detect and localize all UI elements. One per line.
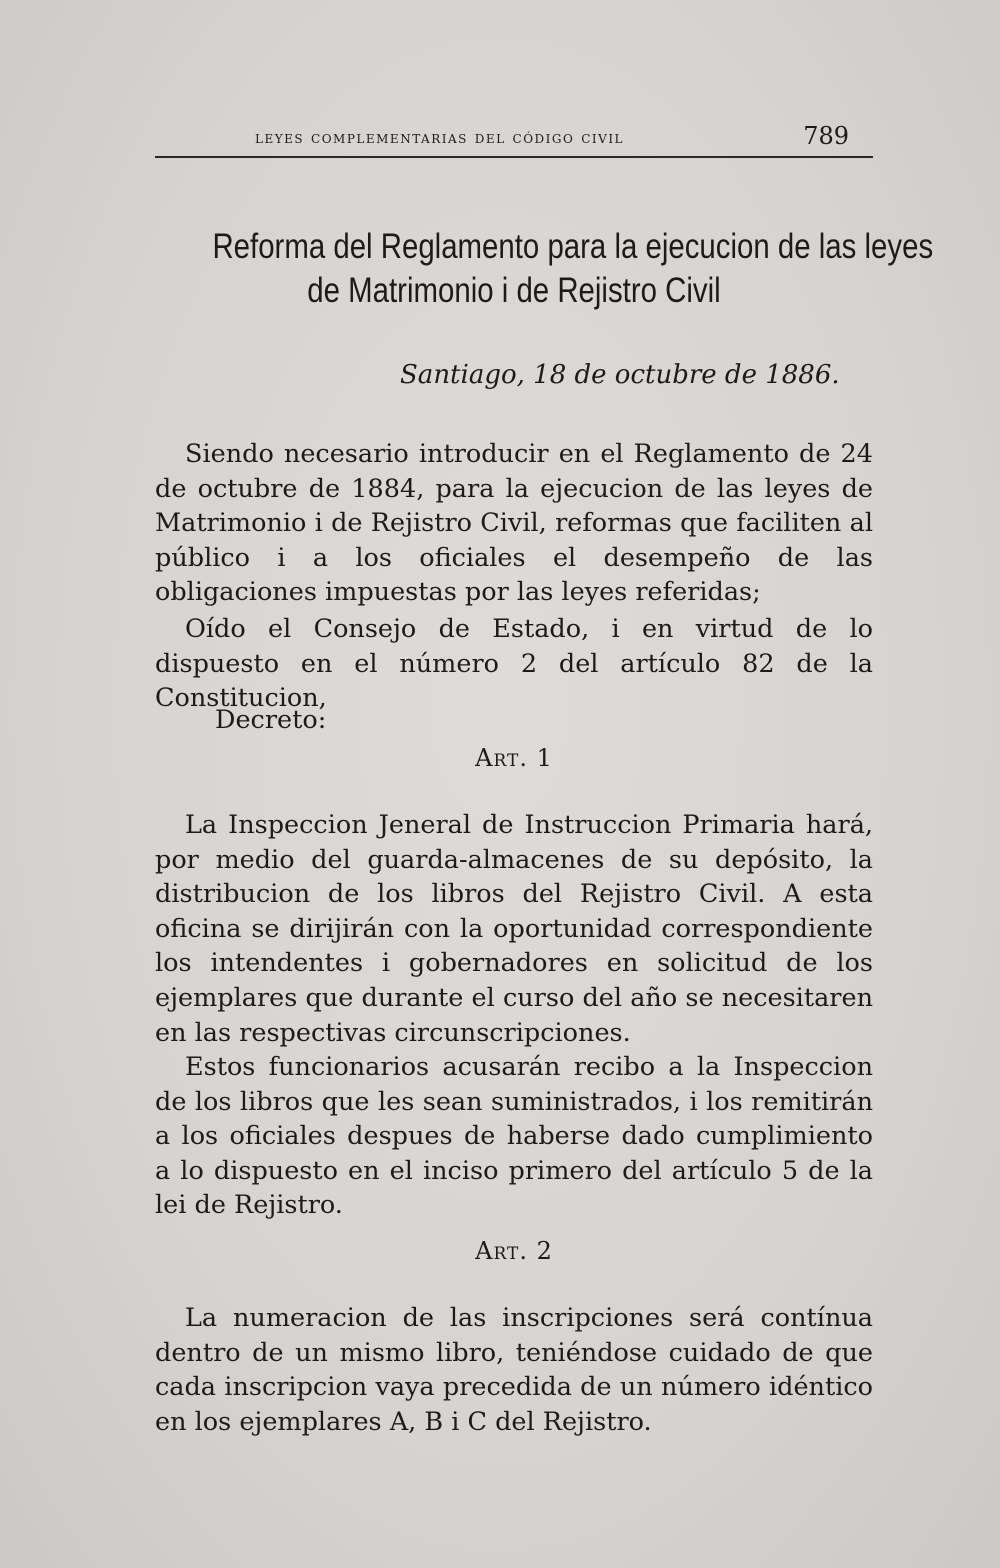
preamble-paragraph-2: Oído el Consejo de Estado, i en virtud de lo dispuesto en el número 2 del artículo 82 de la Constitucion, — [155, 614, 873, 714]
dateline: Santiago, 18 de octubre de 1886. — [400, 360, 840, 390]
page-number: 789 — [803, 122, 849, 150]
article-1-paragraph-2: Estos funcionarios acusarán recibo a la Inspeccion de los libros que les sean suministrados, i los remitirán a los oficiales despues de haberse dado cumplimiento a lo dispuesto en el inciso primero del artículo 5 de la lei de Rejistro. — [155, 1052, 873, 1221]
article-1-heading: Art. 1 — [475, 744, 553, 772]
decreto-label: Decreto: — [215, 705, 327, 735]
preamble-paragraph-1: Siendo necesario introducir en el Reglamento de 24 de octubre de 1884, para la ejecucion de las leyes de Matrimonio i de Rejistro Civil, reformas que faciliten al público i a los oficiales el desempeño de las obligaciones impuestas por las leyes referidas; — [155, 439, 873, 608]
running-header — [155, 122, 873, 158]
article-2-paragraph-1: La numeracion de las inscripciones será contínua dentro de un mismo libro, teniéndose cuidado de que cada inscripcion vaya precedida de un número idéntico en los ejemplares A, B i C del Rejistro. — [155, 1303, 873, 1437]
document-title — [212, 225, 934, 313]
title-line-2: de Matrimonio i de Rejistro Civil — [307, 271, 721, 310]
running-title: leyes complementarias del código civil — [255, 128, 625, 148]
article-1-paragraph-1: La Inspeccion Jeneral de Instruccion Primaria hará, por medio del guarda-almacenes de su depósito, la distribucion de los libros del Rejistro Civil. A esta oficina se dirijirán con la oportunidad correspondiente los intendentes i gobernadores en solicitud de los ejemplares que durante el curso del año se necesitaren en las respectivas circunscripciones. — [155, 810, 873, 1048]
article-2-heading: Art. 2 — [475, 1237, 553, 1265]
title-line-1: Reforma del Reglamento para la ejecucion de las leyes — [212, 227, 934, 266]
